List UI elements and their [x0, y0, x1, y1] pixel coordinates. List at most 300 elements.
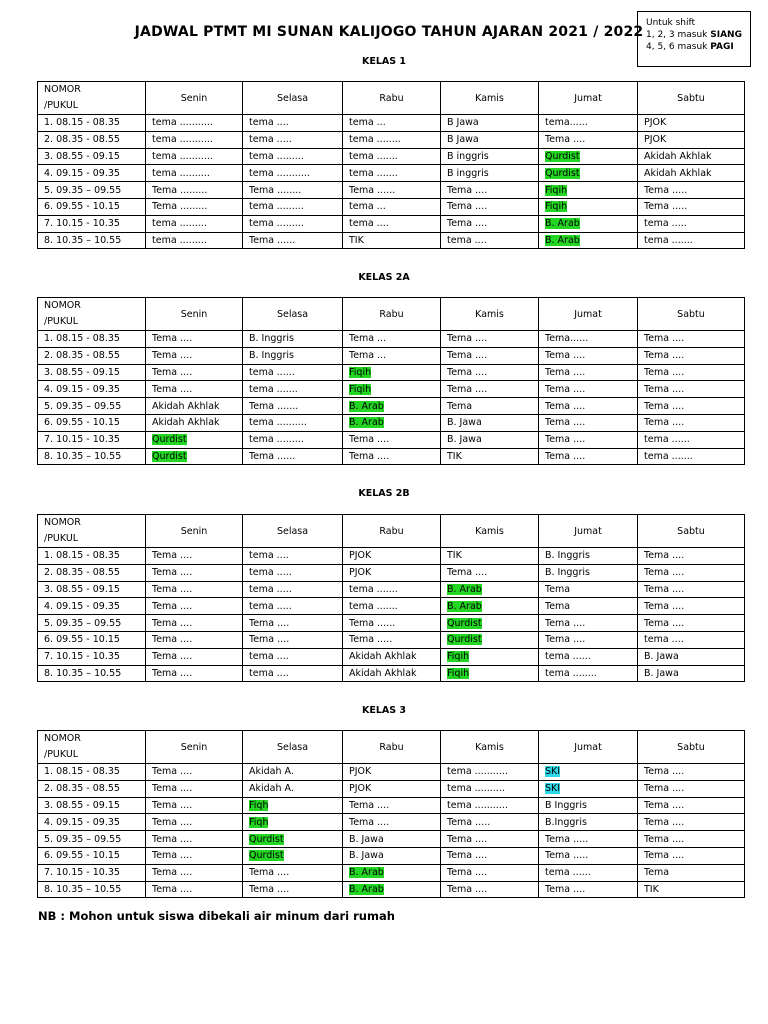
- subject-cell: [441, 864, 539, 881]
- subject-label: Tema ....: [545, 450, 586, 462]
- subject-label: tema ....: [249, 550, 289, 562]
- subject-label: Tema ....: [152, 350, 193, 362]
- subject-label: tema .........: [249, 201, 304, 213]
- subject-cell: [146, 148, 243, 165]
- subject-cell: [638, 431, 745, 448]
- subject-label: Qurdist: [447, 634, 482, 646]
- subject-label: tema ......: [249, 366, 295, 378]
- document-title: JADWAL PTMT MI SUNAN KALIJOGO TAHUN AJARAN 2021 / 2022: [134, 24, 644, 40]
- table-row: [38, 198, 745, 215]
- subject-cell: [243, 780, 343, 797]
- time-slot-cell: [38, 131, 146, 148]
- shift-info-line: 1, 2, 3 masuk SIANG: [646, 30, 742, 40]
- subject-label: Tema ......: [249, 450, 296, 462]
- header-cell-day: Selasa: [243, 515, 343, 548]
- subject-label: Tema .....: [644, 201, 688, 213]
- subject-cell: [243, 414, 343, 431]
- subject-cell: [638, 115, 745, 132]
- subject-cell: [638, 631, 745, 648]
- subject-label: B. Arab: [349, 867, 384, 879]
- time-slot-label: 2. 08.35 - 08.55: [44, 783, 120, 795]
- time-slot-cell: [38, 581, 146, 598]
- subject-label: B.Inggris: [545, 816, 587, 828]
- subject-label: Tema ....: [644, 550, 685, 562]
- subject-cell: [638, 847, 745, 864]
- subject-cell: [539, 347, 638, 364]
- subject-label: Tema ....: [644, 400, 685, 412]
- subject-label: Tema .....: [545, 833, 589, 845]
- subject-cell: [343, 864, 441, 881]
- header-cell-day: Selasa: [243, 82, 343, 115]
- subject-label: B. Inggris: [249, 350, 294, 362]
- time-slot-cell: [38, 232, 146, 249]
- subject-label: Qurdist: [545, 167, 580, 179]
- subject-label: tema ..........: [447, 783, 505, 795]
- subject-label: Tema ....: [644, 583, 685, 595]
- table-row: [38, 881, 745, 898]
- subject-label: Fiqih: [349, 366, 372, 378]
- subject-cell: [146, 881, 243, 898]
- subject-label: Tema: [447, 400, 473, 412]
- subject-label: Tema ....: [644, 600, 685, 612]
- subject-label: tema ...: [349, 117, 386, 129]
- subject-cell: [539, 198, 638, 215]
- subject-cell: [146, 814, 243, 831]
- subject-label: Akidah Akhlak: [644, 167, 712, 179]
- subject-cell: [146, 615, 243, 632]
- subject-label: Tema ......: [349, 617, 396, 629]
- subject-label: Tema .....: [545, 850, 589, 862]
- subject-label: Tema ....: [644, 833, 685, 845]
- subject-cell: [243, 215, 343, 232]
- subject-cell: [441, 564, 539, 581]
- subject-label: tema .......: [644, 450, 693, 462]
- subject-label: Tema ....: [447, 883, 488, 895]
- time-slot-label: 1. 08.15 - 08.35: [44, 766, 120, 778]
- subject-cell: [146, 847, 243, 864]
- subject-cell: [146, 381, 243, 398]
- subject-cell: [539, 381, 638, 398]
- subject-cell: [441, 615, 539, 632]
- subject-label: Tema ...: [349, 333, 387, 345]
- subject-cell: [343, 814, 441, 831]
- time-slot-cell: [38, 665, 146, 682]
- subject-cell: [539, 148, 638, 165]
- subject-cell: [441, 831, 539, 848]
- subject-label: tema .........: [152, 234, 207, 246]
- time-slot-label: 7. 10.15 - 10.35: [44, 651, 120, 663]
- subject-cell: [638, 347, 745, 364]
- subject-cell: [441, 364, 539, 381]
- subject-label: tema .........: [249, 150, 304, 162]
- header-cell-nomor: [38, 731, 146, 764]
- subject-cell: [539, 648, 638, 665]
- subject-cell: [243, 764, 343, 781]
- subject-label: Tema ....: [545, 383, 586, 395]
- table-header-row: [38, 731, 745, 764]
- subject-cell: [441, 215, 539, 232]
- subject-label: Tema: [545, 583, 571, 595]
- subject-cell: [539, 364, 638, 381]
- time-slot-label: 6. 09.55 - 10.15: [44, 634, 120, 646]
- subject-label: Tema ....: [644, 383, 685, 395]
- subject-cell: [539, 564, 638, 581]
- subject-label: Tema ....: [152, 816, 193, 828]
- subject-cell: [243, 364, 343, 381]
- subject-cell: [638, 448, 745, 465]
- table-row: [38, 115, 745, 132]
- subject-cell: [638, 182, 745, 199]
- subject-cell: [146, 364, 243, 381]
- subject-cell: [441, 115, 539, 132]
- subject-label: B. Jawa: [644, 651, 679, 663]
- subject-label: B. Arab: [349, 883, 384, 895]
- time-slot-cell: [38, 148, 146, 165]
- subject-cell: [441, 414, 539, 431]
- subject-label: tema .......: [249, 383, 298, 395]
- time-slot-cell: [38, 381, 146, 398]
- time-slot-cell: [38, 364, 146, 381]
- subject-label: Tema ....: [545, 883, 586, 895]
- subject-cell: [243, 581, 343, 598]
- subject-label: tema ..........: [249, 417, 307, 429]
- header-cell-nomor: [38, 298, 146, 331]
- header-cell-day: Senin: [146, 515, 243, 548]
- subject-label: Tema ....: [152, 583, 193, 595]
- time-slot-cell: [38, 198, 146, 215]
- time-slot-label: 6. 09.55 - 10.15: [44, 201, 120, 213]
- subject-label: Tema ....: [447, 850, 488, 862]
- subject-label: tema .........: [249, 434, 304, 446]
- subject-label: tema ...........: [152, 117, 213, 129]
- subject-label: Tema ....: [152, 383, 193, 395]
- subject-label: Qurdist: [249, 850, 284, 862]
- table-row: [38, 797, 745, 814]
- subject-label: B. Inggris: [545, 567, 590, 579]
- header-cell-day: Senin: [146, 82, 243, 115]
- subject-label: Tema ....: [152, 600, 193, 612]
- subject-label: B inggris: [447, 150, 489, 162]
- subject-cell: [343, 581, 441, 598]
- subject-label: PJOK: [349, 766, 372, 778]
- subject-cell: [146, 165, 243, 182]
- subject-cell: [146, 764, 243, 781]
- subject-label: Fiqih: [349, 383, 372, 395]
- subject-cell: [146, 648, 243, 665]
- subject-label: Tema ....: [349, 434, 390, 446]
- time-slot-cell: [38, 182, 146, 199]
- subject-cell: [638, 331, 745, 348]
- subject-cell: [343, 398, 441, 415]
- subject-label: PJOK: [349, 567, 372, 579]
- subject-cell: [539, 431, 638, 448]
- subject-label: tema .....: [249, 583, 292, 595]
- footer-note: NB : Mohon untuk siswa dibekali air minum dari rumah: [38, 909, 395, 923]
- subject-label: Tema ......: [249, 234, 296, 246]
- subject-cell: [343, 331, 441, 348]
- subject-cell: [638, 831, 745, 848]
- time-slot-label: 8. 10.35 – 10.55: [44, 883, 122, 895]
- subject-cell: [441, 847, 539, 864]
- subject-label: PJOK: [644, 134, 667, 146]
- subject-cell: [638, 364, 745, 381]
- subject-label: Tema ....: [152, 333, 193, 345]
- time-slot-cell: [38, 864, 146, 881]
- subject-label: Tema ....: [249, 883, 290, 895]
- subject-label: PJOK: [644, 117, 667, 129]
- subject-label: tema ....: [349, 218, 389, 230]
- subject-cell: [441, 148, 539, 165]
- subject-label: Tema ....: [152, 867, 193, 879]
- subject-cell: [343, 232, 441, 249]
- subject-cell: [146, 598, 243, 615]
- subject-label: Tema ....: [644, 350, 685, 362]
- table-row: [38, 131, 745, 148]
- subject-label: Tema ....: [545, 417, 586, 429]
- subject-label: PJOK: [349, 550, 372, 562]
- header-cell-day: Selasa: [243, 731, 343, 764]
- subject-label: Akidah A.: [249, 783, 294, 795]
- subject-label: Tema .....: [644, 184, 688, 196]
- table-row: [38, 598, 745, 615]
- subject-label: tema .......: [349, 600, 398, 612]
- subject-cell: [539, 182, 638, 199]
- subject-label: B inggris: [447, 167, 489, 179]
- subject-label: Tema ....: [545, 400, 586, 412]
- subject-label: Tema ....: [644, 783, 685, 795]
- subject-label: B. Inggris: [545, 550, 590, 562]
- header-label: NOMOR: [44, 300, 81, 311]
- table-row: [38, 431, 745, 448]
- subject-cell: [243, 864, 343, 881]
- subject-cell: [343, 115, 441, 132]
- header-label: NOMOR: [44, 517, 81, 528]
- subject-cell: [441, 381, 539, 398]
- subject-cell: [343, 198, 441, 215]
- time-slot-cell: [38, 331, 146, 348]
- time-slot-label: 5. 09.35 – 09.55: [44, 184, 122, 196]
- subject-cell: [539, 864, 638, 881]
- subject-cell: [146, 564, 243, 581]
- subject-label: B. Arab: [447, 600, 482, 612]
- class-title: KELAS 2B: [358, 488, 410, 499]
- subject-cell: [638, 598, 745, 615]
- subject-label: tema ....: [447, 234, 487, 246]
- time-slot-label: 7. 10.15 - 10.35: [44, 434, 120, 446]
- time-slot-label: 4. 09.15 - 09.35: [44, 383, 120, 395]
- subject-label: Akidah Akhlak: [152, 400, 220, 412]
- subject-cell: [343, 615, 441, 632]
- subject-label: tema......: [545, 117, 588, 129]
- subject-cell: [441, 764, 539, 781]
- subject-cell: [243, 847, 343, 864]
- subject-cell: [343, 448, 441, 465]
- subject-cell: [343, 381, 441, 398]
- subject-label: Fiqih: [447, 651, 470, 663]
- subject-cell: [146, 797, 243, 814]
- time-slot-cell: [38, 615, 146, 632]
- header-cell-day: Senin: [146, 298, 243, 331]
- subject-cell: [243, 331, 343, 348]
- subject-label: tema .........: [249, 218, 304, 230]
- subject-label: Tema ....: [545, 366, 586, 378]
- subject-cell: [539, 398, 638, 415]
- subject-label: tema ......: [545, 867, 591, 879]
- subject-cell: [343, 148, 441, 165]
- subject-label: Tema ....: [152, 783, 193, 795]
- header-cell-day: Kamis: [441, 515, 539, 548]
- time-slot-label: 1. 08.15 - 08.35: [44, 117, 120, 129]
- time-slot-cell: [38, 847, 146, 864]
- subject-cell: [243, 797, 343, 814]
- subject-label: B. Jawa: [349, 833, 384, 845]
- subject-cell: [243, 232, 343, 249]
- time-slot-cell: [38, 831, 146, 848]
- subject-cell: [146, 548, 243, 565]
- subject-label: Fiqih: [545, 184, 568, 196]
- subject-label: Tema ....: [152, 567, 193, 579]
- subject-label: B. Arab: [447, 583, 482, 595]
- time-slot-label: 1. 08.15 - 08.35: [44, 333, 120, 345]
- subject-label: Fiqih: [447, 667, 470, 679]
- header-cell-day: Rabu: [343, 298, 441, 331]
- schedule-table: [37, 297, 745, 465]
- subject-cell: [539, 448, 638, 465]
- header-cell-day: Selasa: [243, 298, 343, 331]
- header-cell-day: Senin: [146, 731, 243, 764]
- subject-label: B. Arab: [545, 234, 580, 246]
- subject-label: tema ......: [644, 434, 690, 446]
- table-row: [38, 232, 745, 249]
- subject-cell: [243, 631, 343, 648]
- subject-cell: [146, 331, 243, 348]
- subject-label: Tema ....: [249, 634, 290, 646]
- subject-label: B. Arab: [545, 218, 580, 230]
- subject-label: tema ....: [249, 667, 289, 679]
- header-cell-day: Sabtu: [638, 298, 745, 331]
- subject-label: Tema .....: [349, 634, 393, 646]
- subject-label: Tema ....: [152, 799, 193, 811]
- subject-label: B Jawa: [447, 117, 479, 129]
- subject-cell: [343, 881, 441, 898]
- header-cell-day: Sabtu: [638, 82, 745, 115]
- table-row: [38, 764, 745, 781]
- subject-cell: [146, 182, 243, 199]
- subject-label: B. Jawa: [644, 667, 679, 679]
- table-header-row: [38, 82, 745, 115]
- table-row: [38, 648, 745, 665]
- subject-cell: [638, 564, 745, 581]
- subject-cell: [243, 648, 343, 665]
- time-slot-label: 2. 08.35 - 08.55: [44, 567, 120, 579]
- subject-label: Tema ....: [545, 134, 586, 146]
- schedule-table: [37, 514, 745, 682]
- subject-cell: [638, 797, 745, 814]
- subject-cell: [441, 581, 539, 598]
- subject-label: Tema ....: [152, 634, 193, 646]
- subject-label: Qurdist: [152, 434, 187, 446]
- subject-label: Tema ....: [152, 850, 193, 862]
- time-slot-label: 5. 09.35 – 09.55: [44, 617, 122, 629]
- subject-label: TIK: [644, 883, 659, 895]
- table-row: [38, 414, 745, 431]
- subject-cell: [243, 381, 343, 398]
- subject-label: Tema ....: [152, 651, 193, 663]
- table-row: [38, 381, 745, 398]
- time-slot-cell: [38, 797, 146, 814]
- table-row: [38, 331, 745, 348]
- subject-label: Tema ....: [447, 867, 488, 879]
- header-cell-day: Kamis: [441, 82, 539, 115]
- subject-label: tema .......: [644, 234, 693, 246]
- subject-cell: [638, 581, 745, 598]
- subject-label: Tema ....: [644, 850, 685, 862]
- time-slot-cell: [38, 598, 146, 615]
- subject-cell: [539, 764, 638, 781]
- subject-label: Tema ....: [545, 434, 586, 446]
- subject-cell: [638, 232, 745, 249]
- subject-cell: [343, 847, 441, 864]
- subject-cell: [638, 165, 745, 182]
- subject-label: tema .......: [349, 583, 398, 595]
- subject-label: Tema ....: [545, 350, 586, 362]
- subject-cell: [441, 182, 539, 199]
- subject-cell: [243, 548, 343, 565]
- time-slot-label: 5. 09.35 – 09.55: [44, 400, 122, 412]
- time-slot-cell: [38, 448, 146, 465]
- subject-label: tema ....: [249, 651, 289, 663]
- time-slot-label: 2. 08.35 - 08.55: [44, 350, 120, 362]
- subject-label: Tema ....: [644, 816, 685, 828]
- class-title: KELAS 1: [361, 56, 407, 67]
- time-slot-cell: [38, 165, 146, 182]
- subject-cell: [539, 232, 638, 249]
- subject-cell: [343, 548, 441, 565]
- subject-cell: [539, 665, 638, 682]
- subject-cell: [146, 131, 243, 148]
- subject-label: Tema ........: [249, 184, 302, 196]
- time-slot-label: 8. 10.35 – 10.55: [44, 667, 122, 679]
- time-slot-cell: [38, 548, 146, 565]
- header-cell-day: Sabtu: [638, 515, 745, 548]
- subject-label: tema ...........: [447, 799, 508, 811]
- time-slot-label: 3. 08.55 - 09.15: [44, 583, 120, 595]
- table-row: [38, 182, 745, 199]
- subject-cell: [243, 431, 343, 448]
- subject-label: tema ...........: [152, 134, 213, 146]
- subject-cell: [539, 598, 638, 615]
- subject-cell: [539, 631, 638, 648]
- subject-label: tema ...........: [249, 167, 310, 179]
- subject-label: Akidah A.: [249, 766, 294, 778]
- table-row: [38, 398, 745, 415]
- subject-label: Tema ....: [447, 383, 488, 395]
- subject-label: TIK: [447, 450, 462, 462]
- time-slot-label: 8. 10.35 – 10.55: [44, 234, 122, 246]
- time-slot-label: 1. 08.15 - 08.35: [44, 550, 120, 562]
- subject-label: Fiqh: [249, 816, 269, 828]
- time-slot-label: 7. 10.15 - 10.35: [44, 867, 120, 879]
- subject-label: B Inggris: [545, 799, 587, 811]
- time-slot-label: 5. 09.35 – 09.55: [44, 833, 122, 845]
- header-cell-day: Jumat: [539, 731, 638, 764]
- class-title: KELAS 2A: [358, 272, 410, 283]
- subject-label: tema ....: [644, 634, 684, 646]
- subject-cell: [343, 182, 441, 199]
- subject-cell: [243, 448, 343, 465]
- subject-cell: [243, 398, 343, 415]
- subject-label: Tema ....: [152, 550, 193, 562]
